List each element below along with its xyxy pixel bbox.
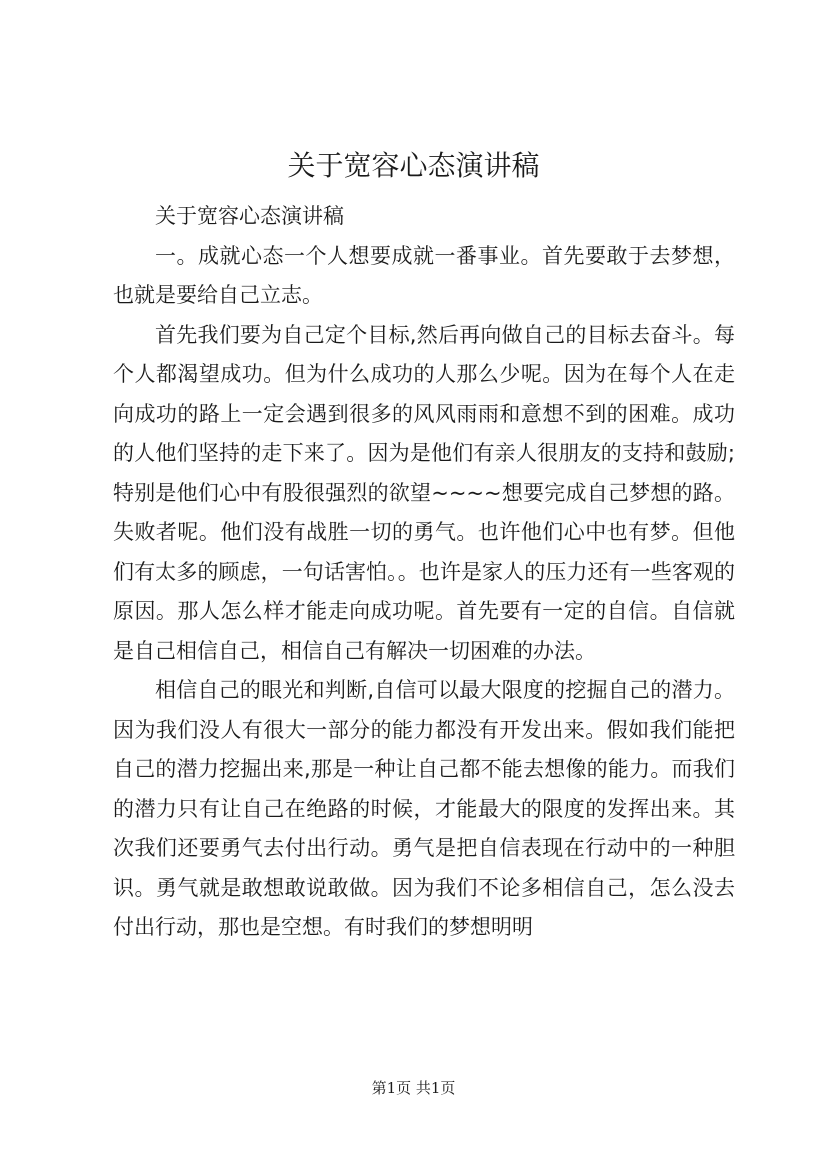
paragraph-3: 相信自己的眼光和判断,自信可以最大限度的挖掘自己的潜力。因为我们没人有很大一部分的能力都没有开发出来。假如我们能把自己的潜力挖掘出来,那是一种让自己都不能去想像的能力。而我们的潜力只有让自己在绝路的时候，才能最大的限度的发挥出来。其次我们还要勇气去付出行动。勇气是把自信表现在行动中的一种胆识。勇气就是敢想敢说敢做。因为我们不论多相信自己，怎么没去付出行动，那也是空想。有时我们的梦想明明	[113, 678, 735, 939]
paragraph-subtitle: 关于宽容心态演讲稿	[155, 204, 344, 228]
document-title: 关于宽容心态演讲稿	[287, 149, 540, 182]
page-number-footer: 第1页 共1页	[371, 1079, 456, 1097]
paragraph-2: 首先我们要为自己定个目标,然后再向做自己的目标去奋斗。每个人都渴望成功。但为什么成功的人那么少呢。因为在每个人在走向成功的路上一定会遇到很多的风风雨雨和意想不到的困难。成功的人他们坚持的走下来了。因为是他们有亲人很朋友的支持和鼓励;特别是他们心中有股很强烈的欲望~~~~想要完成自己梦想的路。失败者呢。他们没有战胜一切的勇气。也许他们心中也有梦。但他们有太多的顾虑，一句话害怕。。也许是家人的压力还有一些客观的原因。那人怎么样才能走向成功呢。首先要有一定的自信。自信就是自己相信自己，相信自己有解决一切困难的办法。	[113, 322, 735, 663]
document-body	[113, 197, 735, 948]
paragraph-1: 一。成就心态一个人想要成就一番事业。首先要敢于去梦想，也就是要给自己立志。	[113, 243, 735, 307]
